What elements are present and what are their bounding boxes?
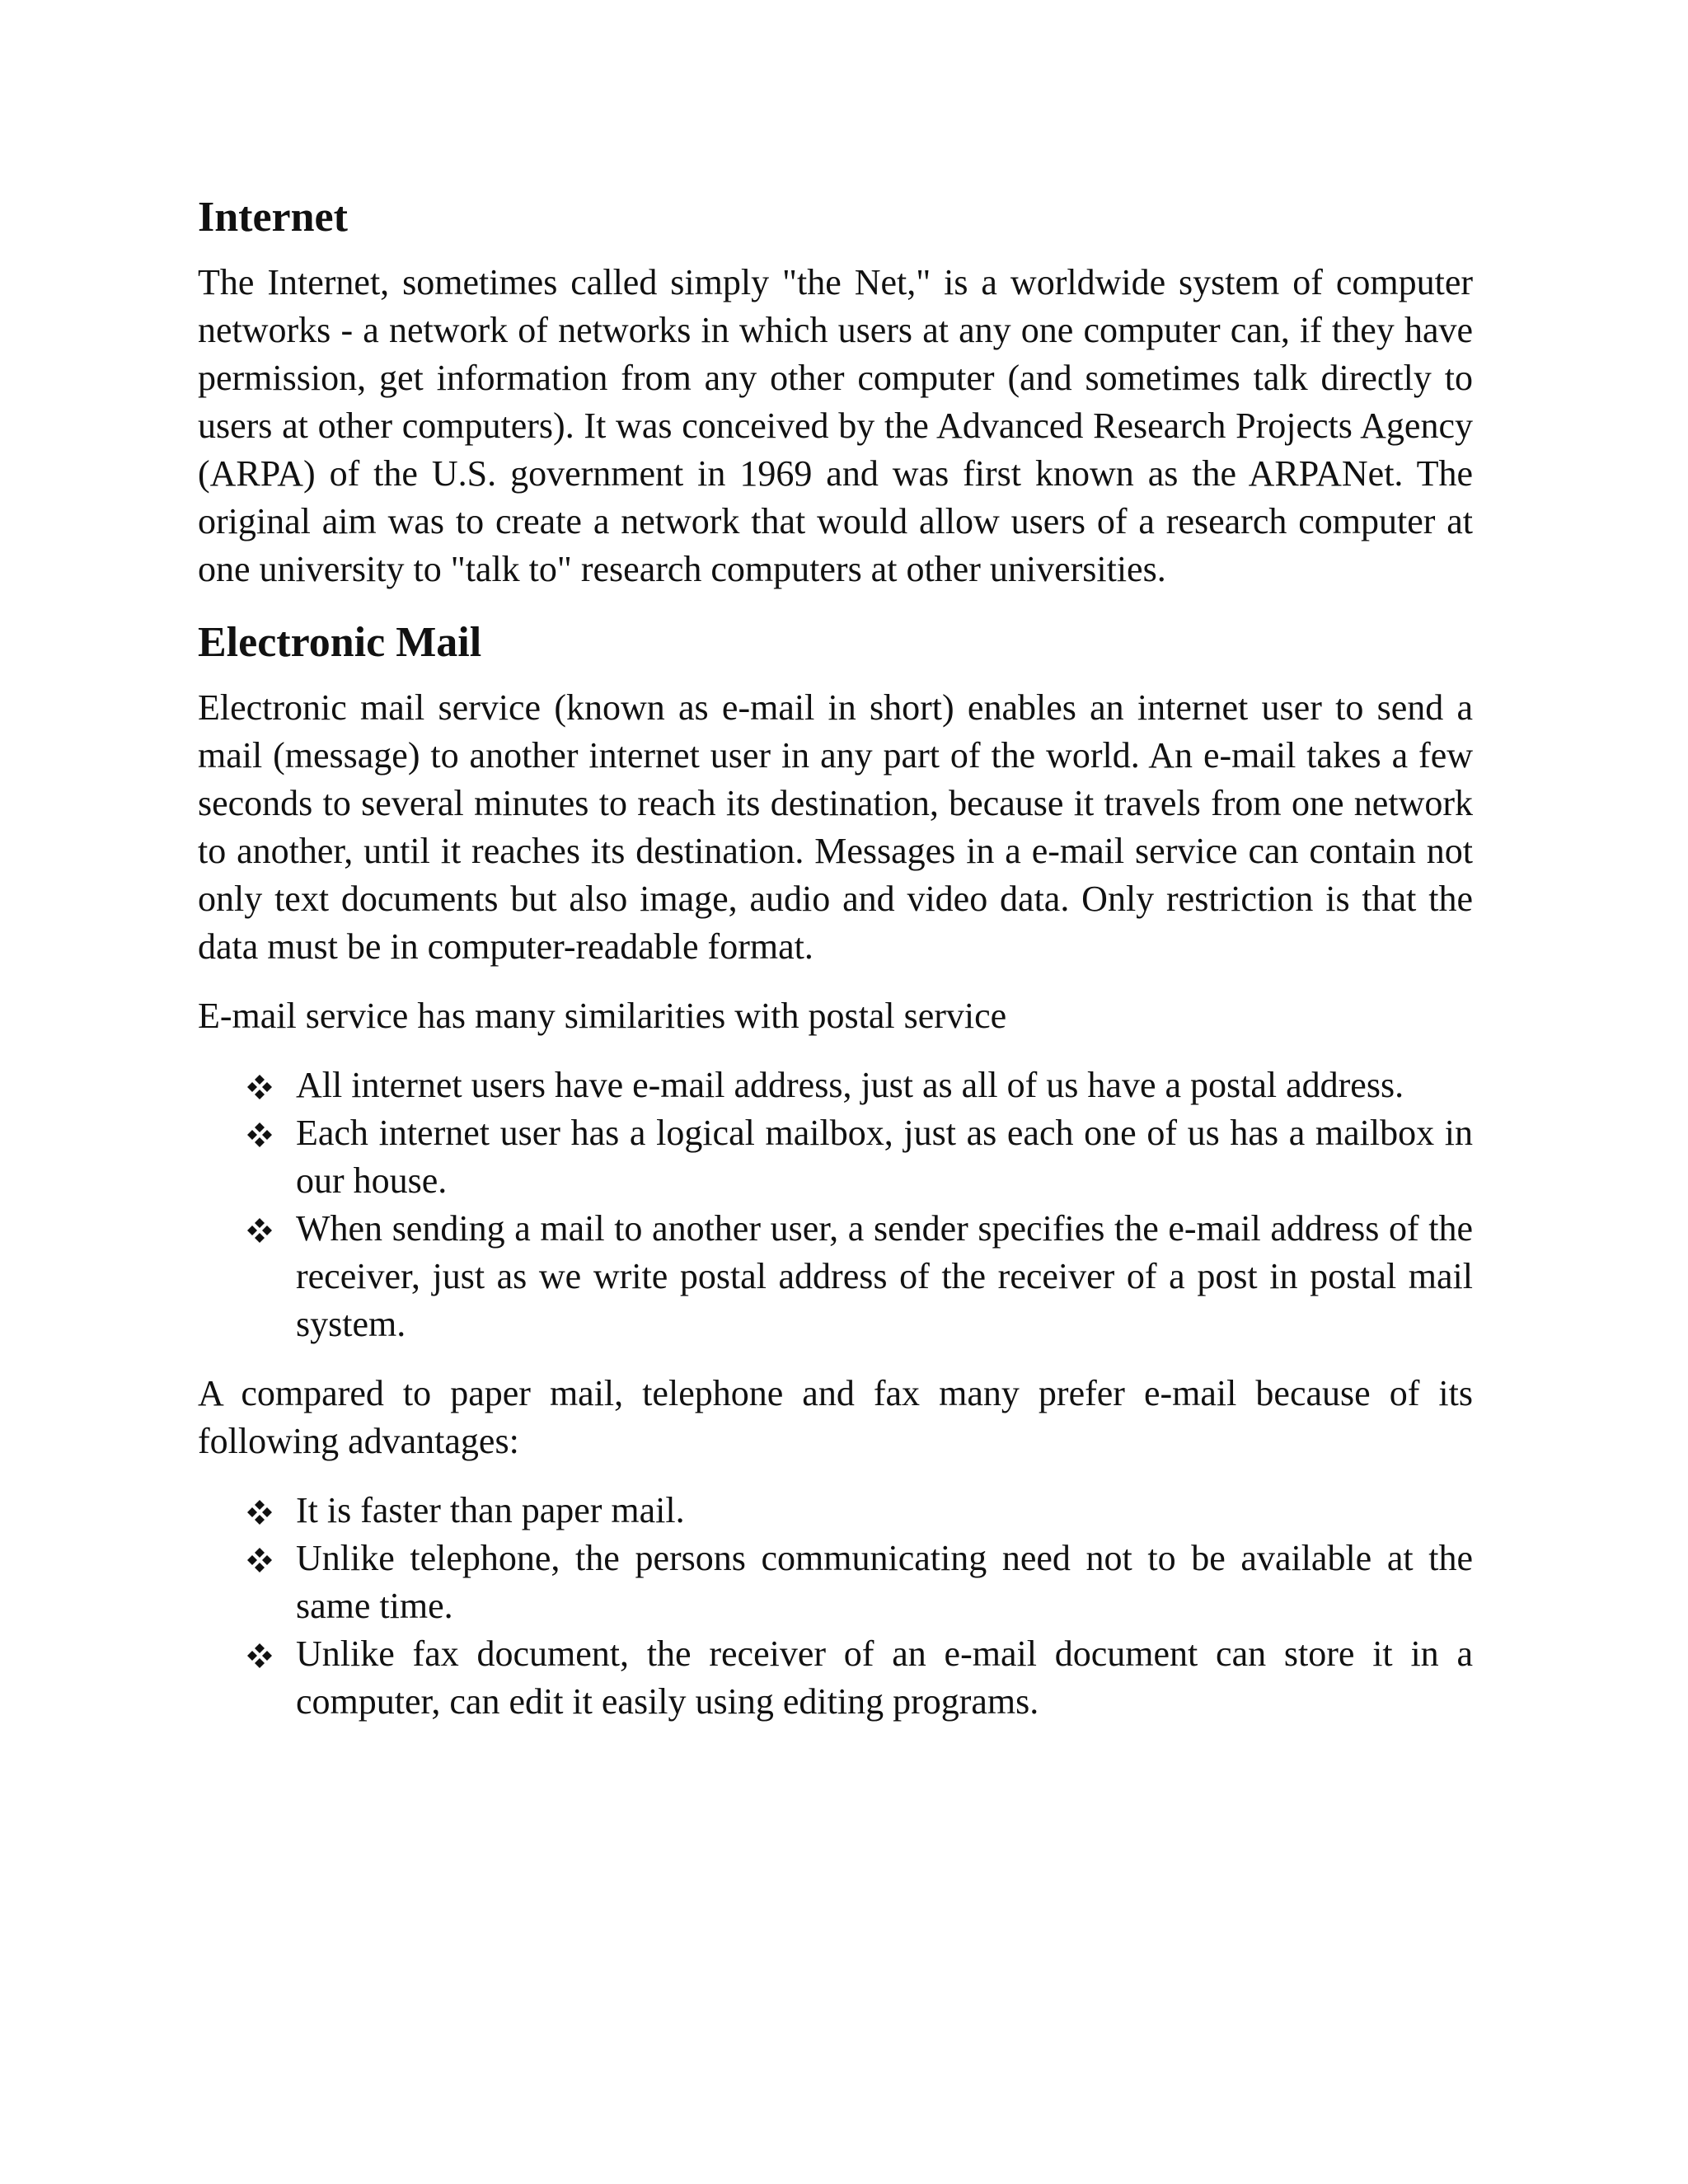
list-item-text: When sending a mail to another user, a sender specifies the e-mail address of the receiver, just as we write postal address of the receiver of a post in postal mail system. — [296, 1208, 1473, 1344]
email-paragraph: Electronic mail service (known as e-mail in short) enables an internet user to send a mail (message) to another internet user in any part of the world. An e-mail takes a few seconds to several minutes to reach its destination, because it travels from one network to another, until it reaches its destination. Messages in a e-mail service can contain not only text documents but also image, audio and video data. Only restriction is that the data must be in computer-readable format. — [198, 687, 1473, 967]
advantages-intro: A compared to paper mail, telephone and fax many prefer e-mail because of its following advantages: — [198, 1373, 1473, 1461]
list-item-text: Unlike telephone, the persons communicating need not to be available at the same time. — [296, 1538, 1473, 1626]
four-diamond-bullet-icon — [247, 1062, 280, 1109]
similarities-list — [198, 1062, 1473, 1348]
four-diamond-bullet-icon — [247, 1109, 280, 1157]
advantages-list — [198, 1487, 1473, 1726]
heading-internet: Internet — [198, 194, 348, 241]
list-item-text: It is faster than paper mail. — [296, 1490, 685, 1530]
list-item — [247, 1109, 1473, 1205]
list-item-text: Unlike fax document, the receiver of an e-mail document can store it in a computer, can edit it easily using editing programs. — [296, 1633, 1473, 1722]
list-item — [247, 1630, 1473, 1726]
list-item-text: Each internet user has a logical mailbox, just as each one of us has a mailbox in our house. — [296, 1113, 1473, 1201]
list-item — [247, 1487, 1473, 1535]
four-diamond-bullet-icon — [247, 1630, 280, 1678]
internet-paragraph: The Internet, sometimes called simply "the Net," is a worldwide system of computer networks - a network of networks in which users at any one computer can, if they have permission, get information from any other computer (and sometimes talk directly to users at other computers). It was conceived by the Advanced Research Projects Agency (ARPA) of the U.S. government in 1969 and was first known as the ARPANet. The original aim was to create a network that would allow users of a research computer at one university to "talk to" research computers at other universities. — [198, 262, 1473, 589]
four-diamond-bullet-icon — [247, 1205, 280, 1253]
list-item-text: All internet users have e-mail address, just as all of us have a postal address. — [296, 1065, 1404, 1105]
four-diamond-bullet-icon — [247, 1535, 280, 1582]
similarities-intro: E-mail service has many similarities with postal service — [198, 996, 1007, 1036]
document-page — [198, 191, 1473, 1747]
list-item — [247, 1205, 1473, 1348]
list-item — [247, 1535, 1473, 1630]
heading-electronic-mail: Electronic Mail — [198, 619, 482, 666]
list-item — [247, 1062, 1473, 1109]
four-diamond-bullet-icon — [247, 1487, 280, 1535]
